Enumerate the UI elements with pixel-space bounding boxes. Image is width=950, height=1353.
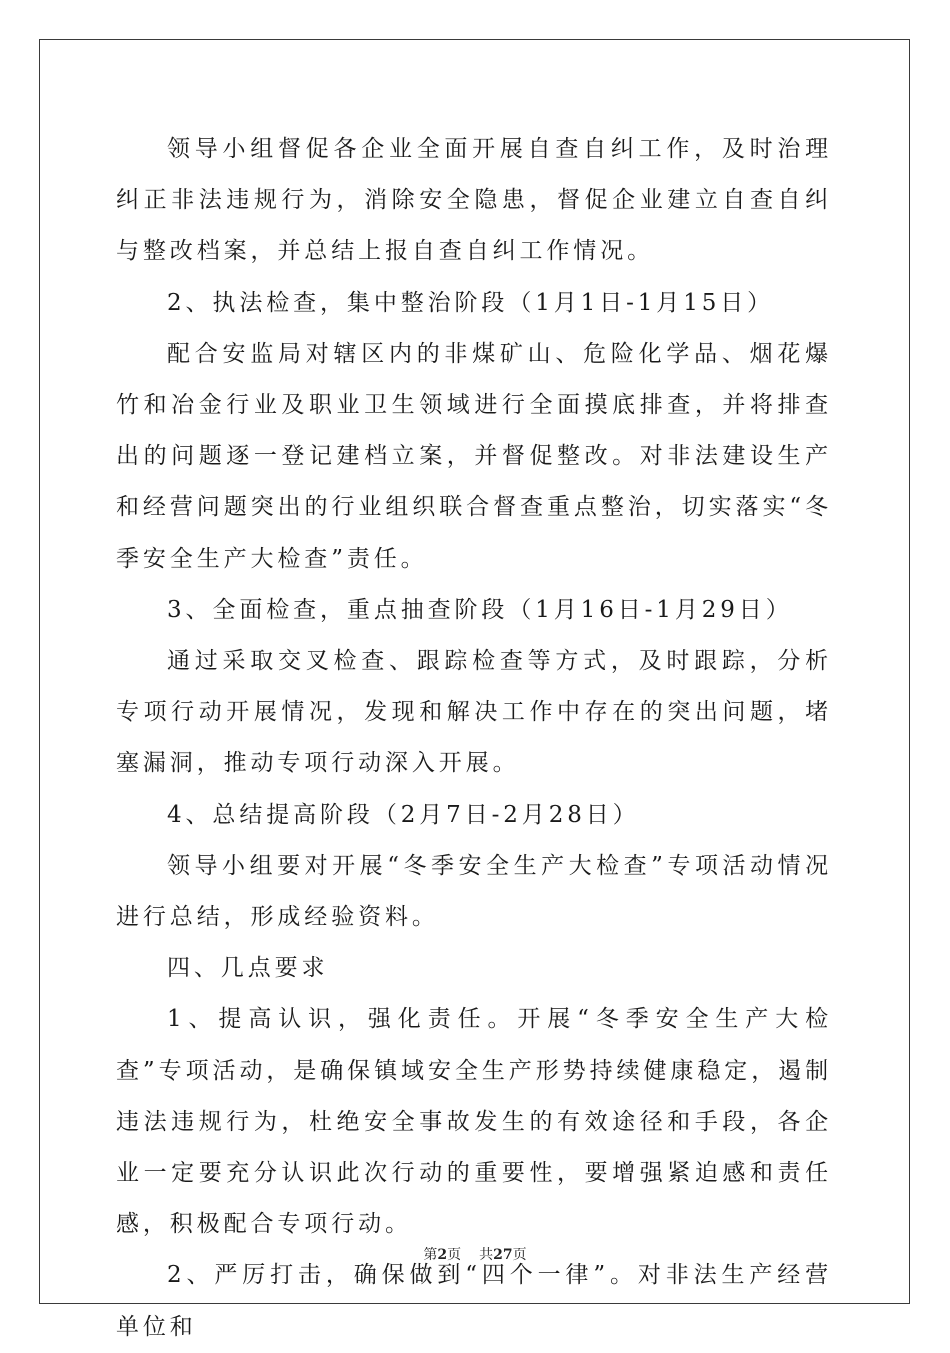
section-heading: 4、总结提高阶段（2月7日-2月28日） [167,801,640,828]
page-footer [0,1244,950,1264]
paragraph: 配合安监局对辖区内的非煤矿山、危险化学品、烟花爆竹和冶金行业及职业卫生领域进行全面摸底排查，并将排查出的问题逐一登记建档立案，并督促整改。对非法建设生产和经营问题突出的行业组织联合督查重点整治，切实落实“冬季安全生产大检查”责任。 [116,340,832,572]
paragraph: 2、严厉打击，确保做到“四个一律”。对非法生产经营单位和 [116,1262,832,1340]
total-prefix: 共 [479,1247,494,1263]
section-heading: 3、全面检查，重点抽查阶段（1月16日-1月29日） [167,596,793,623]
paragraph: 领导小组要对开展“冬季安全生产大检查”专项活动情况进行总结，形成经验资料。 [116,852,832,931]
paragraph: 领导小组督促各企业全面开展自查自纠工作，及时治理纠正非法违规行为，消除安全隐患，督促企业建立自查自纠与整改档案，并总结上报自查自纠工作情况。 [116,136,832,265]
paragraph: 1、提高认识，强化责任。开展“冬季安全生产大检查”专项活动，是确保镇域安全生产形势持续健康稳定，遏制违法违规行为，杜绝安全事故发生的有效途径和手段，各企业一定要充分认识此次行动的重要性，要增强紧迫感和责任感，积极配合专项行动。 [116,1006,832,1238]
current-page-number: 2 [437,1247,448,1263]
section-heading: 四、几点要求 [167,955,329,982]
total-page-count: 27 [493,1247,513,1263]
document-body [116,124,832,1353]
section-heading: 2、执法检查，集中整治阶段（1月1日-1月15日） [167,289,775,316]
page-prefix: 第 [423,1247,438,1263]
total-suffix: 页 [512,1247,527,1263]
paragraph: 通过采取交叉检查、跟踪检查等方式，及时跟踪，分析专项行动开展情况，发现和解决工作中存在的突出问题，堵塞漏洞，推动专项行动深入开展。 [116,648,832,777]
page-suffix: 页 [447,1247,462,1263]
